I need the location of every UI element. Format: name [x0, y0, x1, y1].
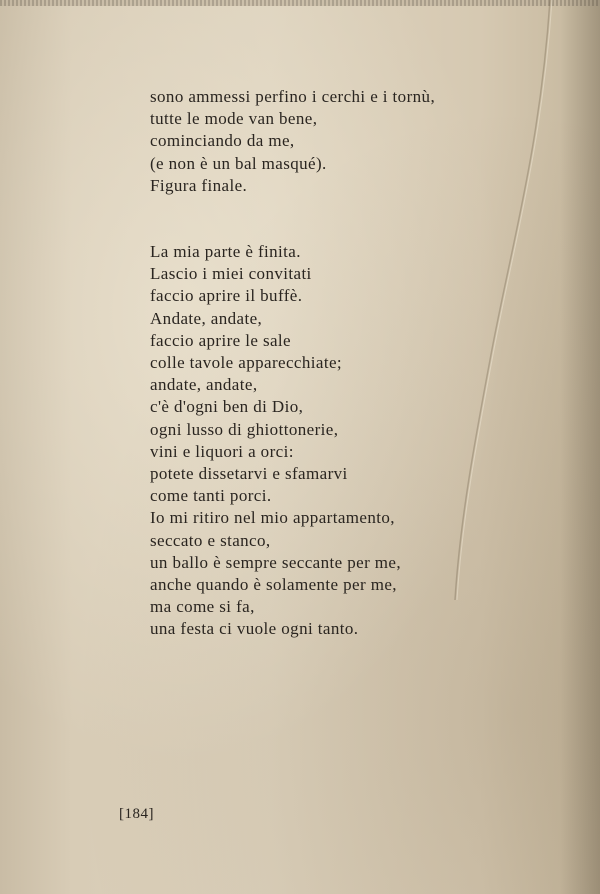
- poem-line: Figura finale.: [150, 175, 248, 195]
- poem-line: vini e liquori a orci:: [150, 441, 294, 461]
- poem-line: faccio aprire il buffè.: [150, 286, 303, 306]
- poem-line: ogni lusso di ghiottonerie,: [150, 419, 339, 439]
- poem-stanza-1: [150, 86, 435, 197]
- poem-line: anche quando è solamente per me,: [150, 575, 397, 595]
- poem-line: Andate, andate,: [150, 308, 263, 328]
- page-gutter-shadow: [560, 0, 600, 894]
- poem-line: sono ammessi perfino i cerchi e i tornù,: [150, 87, 436, 106]
- poem-line: seccato e stanco,: [150, 530, 271, 550]
- poem-line: potete dissetarvi e sfamarvi: [150, 464, 348, 484]
- poem-line: (e non è un bal masqué).: [150, 153, 327, 173]
- poem-line: colle tavole apparecchiate;: [150, 353, 343, 373]
- page-top-edge: [0, 0, 600, 6]
- poem-line: una festa ci vuole ogni tanto.: [150, 619, 359, 639]
- poem-stanza-2: [150, 241, 401, 641]
- poem-line: cominciando da me,: [150, 131, 295, 151]
- poem-line: andate, andate,: [150, 375, 258, 395]
- page-number: [184]: [119, 806, 154, 822]
- poem-line: faccio aprire le sale: [150, 330, 292, 350]
- poem-line: La mia parte è finita.: [150, 242, 301, 261]
- poem-line: ma come si fa,: [150, 597, 255, 617]
- poem-line: Lascio i miei convitati: [150, 264, 312, 284]
- poem-line: Io mi ritiro nel mio appartamento,: [150, 508, 395, 528]
- poem-line: un ballo è sempre seccante per me,: [150, 552, 402, 572]
- poem-line: come tanti porci.: [150, 486, 272, 506]
- poem-line: tutte le mode van bene,: [150, 109, 318, 129]
- poem-line: c'è d'ogni ben di Dio,: [150, 397, 304, 417]
